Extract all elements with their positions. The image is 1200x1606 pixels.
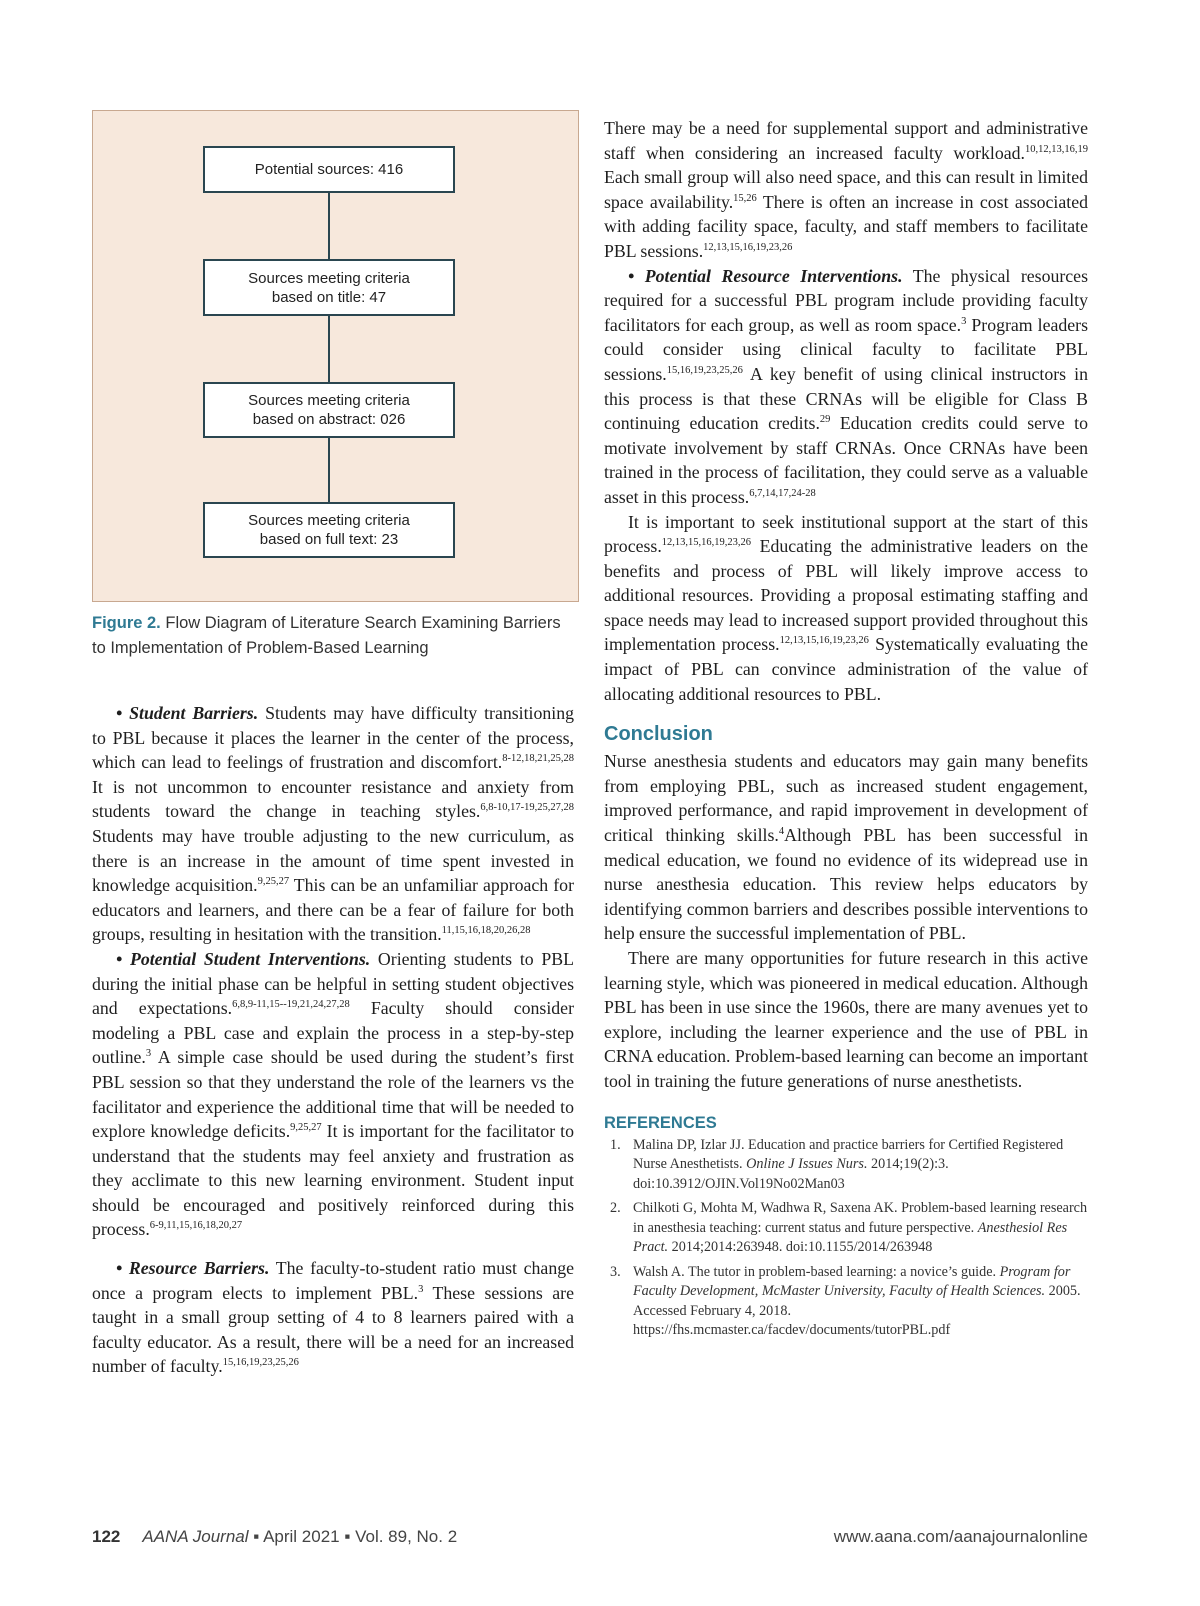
flow-diagram [92,110,579,602]
text-run: A simple case should be used during the student’s first PBL session so that they understand the role of the learners vs the facilitator and experience the additional time that will be needed to explore knowledge deficits. [92,1047,574,1142]
page-number: 122 [92,1527,121,1546]
paragraph-student-interventions [92,947,574,1242]
citation: 3 [418,1283,424,1295]
citation: 6-9,11,15,16,18,20,27 [149,1220,243,1232]
text-run: It is important for the facilitator to understand that the students may feel anxiety and frustration as they acclimate to this new learning environment. Student input should be encouraged and positively reinforced during this process. [92,1121,575,1240]
text-run: Walsh A. The tutor in problem-based learning: a novice’s guide. [633,1263,1000,1280]
flow-box-text: Potential sources: 416 [254,161,404,178]
footer-left [92,1527,457,1547]
left-column [92,701,574,1379]
flow-box-text: based on abstract: 026 [252,411,406,428]
citation: 15,16,19,23,25,26 [666,364,743,376]
flow-connector [328,438,330,502]
text-run: The faculty-to-student ratio must change once a program elects to implement PBL. [92,1258,574,1303]
flow-box-text: based on title: 47 [271,288,387,306]
subheading-student-barriers: • Student Barriers. [116,703,259,723]
paragraph-resource-barriers [92,1256,574,1379]
text-run: Although PBL has been successful in medical education, we found no evidence of its widepread use in nurse anesthesia education. This review helps educators by identifying common barriers and describes possible interventions to help ensure the successful implementation of PBL. [604,825,1088,944]
citation: 3 [145,1048,152,1060]
text-run: 2014;2014:263948. doi:10.1155/2014/263948 [668,1239,933,1256]
conclusion-heading: Conclusion [604,723,713,746]
figure-caption [92,611,562,661]
citation: 15,26 [733,192,757,204]
citation: 12,13,15,16,19,23,26 [779,635,869,647]
reference-list [604,1136,1088,1341]
reference-number: 3. [610,1263,621,1280]
reference-number: 1. [610,1136,621,1153]
text-run: It is not uncommon to encounter resistance and anxiety from students toward the change in teaching styles. [92,776,574,822]
flow-box-text: Sources meeting criteria [248,512,410,529]
text-run: Malina DP, Izlar JJ. Education and practice barriers for Certified Registered Nurse Anesthetists. [633,1136,1064,1173]
flow-box-text: Sources meeting criteria [248,269,410,287]
citation: 8-12,18,21,25,28 [502,753,574,765]
flow-box-abstract [203,382,455,438]
citation: 11,15,16,18,20,26,28 [441,925,531,937]
flow-box-text: Sources meeting criteria [248,392,410,409]
flow-box-potential-sources [203,146,455,193]
text-run: Education credits could serve to motivate involvement by staff CRNAs. Once CRNAs have been trained in the process of facilitation, they could serve as a valuable asset in this process. [604,413,1088,507]
text-run: Students may have trouble adjusting to the new curriculum, as there is an increase in the amount of time spent invested in knowledge acquisition. [92,825,574,896]
flow-box-full-text [203,502,455,558]
reference-journal: Anesthesiol Res Pract. [633,1219,1068,1256]
text-run: 2014;19(2):3. doi:10.3912/OJIN.Vol19No02Man03 [633,1156,949,1192]
text-run: A key benefit of using clinical instructors in this process is that these CRNAs will be eligible for Class B continuing education credits. [604,363,1088,434]
text-run: Chilkoti G, Mohta M, Wadhwa R, Saxena AK. Problem-based learning research in anesthesia teaching: current status and future perspective. [633,1200,1088,1236]
text-run: Students may have difficulty transitioning to PBL because it places the learner in the center of the process, which can lead to feelings of frustration and discomfort. [92,703,574,773]
text-run: Faculty should consider modeling a PBL case and explain the process in a step-by-step outline. [92,998,574,1068]
paragraph-resource-interventions [604,264,1088,510]
text-run: There is often an increase in cost associated with adding facility space, faculty, and staff members to facilitate PBL sessions. [604,191,1088,261]
paragraph-admin-support [604,116,1088,264]
citation: 12,13,15,16,19,23,26 [703,241,793,253]
right-column [604,116,1088,1346]
text-run: Orienting students to PBL during the initial phase can be helpful in setting student objectives and expectations. [92,948,574,1019]
subheading-resource-interventions: • Potential Resource Interventions. [628,265,903,286]
figure-label: Figure 2. [92,614,161,632]
subheading-student-interventions: • Potential Student Interventions. [116,948,371,969]
text-run: Nurse anesthesia students and educators may gain many benefits from employing PBL, such as increased student engagement, improved performance, and rapid improvement in development of critical thinking skills. [604,751,1088,846]
text-run: Each small group will also need space, and this can result in limited space availability. [604,167,1088,212]
paragraph-future-research: There are many opportunities for future research in this active learning style, which was pioneered in medical education. Although PBL has been in use since the 1960s, there are many avenues yet to explore, including the learner experience and the use of PBL in CRNA education. Problem-based learning can become an important tool in training the future generations of nurse anesthetists. [604,948,1088,1091]
citation: 9,25,27 [290,1122,322,1134]
page-footer [92,1527,1088,1555]
citation: 29 [819,414,831,426]
paragraph-institutional-support [604,510,1088,707]
issue-info: ▪ April 2021 ▪ Vol. 89, No. 2 [248,1527,458,1546]
reference-number: 2. [610,1200,621,1217]
reference-journal: Online J Issues Nurs. [746,1156,868,1173]
citation: 6,7,14,17,24-28 [749,487,816,499]
citation: 6,8,9-11,15--19,21,24,27,28 [232,999,350,1011]
text-run: This can be an unfamiliar approach for educators and learners, and there can be a fear of failure for both groups, resulting in hesitation with the transition. [92,875,574,945]
journal-url: www.aana.com/aanajournalonline [833,1527,1088,1546]
citation: 12,13,15,16,19,23,26 [661,537,752,549]
paragraph-conclusion [604,749,1088,946]
references-heading: REFERENCES [604,1113,717,1132]
citation: 4 [778,826,785,838]
citation: 9,25,27 [257,876,290,888]
citation: 6,8-10,17-19,25,27,28 [480,802,574,814]
flow-box-title [203,259,455,316]
text-run: 2005. Accessed February 4, 2018. https://fhs.mcmaster.ca/facdev/documents/tutorPBL.pdf [633,1283,1081,1339]
reference-item [604,1263,1088,1341]
reference-item [604,1199,1088,1258]
reference-item [604,1136,1088,1195]
flow-connector [328,316,330,382]
journal-name: AANA Journal [142,1527,249,1546]
figure-caption-text: Flow Diagram of Literature Search Examining Barriers to Implementation of Problem-Based Learning [92,614,561,657]
text-run: The physical resources required for a successful PBL program include providing faculty facilitators for each group, as well as room space. [604,265,1088,335]
flow-connector [328,193,330,259]
citation: 10,12,13,16,19 [1025,143,1088,155]
text-run: Program leaders could consider using clinical faculty to facilitate PBL sessions. [604,314,1088,384]
paragraph-student-barriers [92,701,574,947]
text-run: It is important to seek institutional support at the start of this process. [604,511,1088,557]
text-run: These sessions are taught in a small group setting of 4 to 8 learners paired with a faculty educator. As a result, there will be a need for an increased number of faculty. [92,1282,574,1377]
citation: 15,16,19,23,25,26 [222,1357,299,1369]
flow-box-text: based on full text: 23 [259,531,399,548]
citation: 3 [961,315,967,327]
text-run: There may be a need for supplemental support and administrative staff when considering an increased faculty workload. [604,118,1088,163]
text-run: Systematically evaluating the impact of PBL can convince administration of the value of allocating additional resources to PBL. [604,634,1089,704]
subheading-resource-barriers: • Resource Barriers. [116,1258,270,1279]
reference-journal: Program for Faculty Development, McMaster University, Faculty of Health Sciences. [633,1263,1071,1300]
text-run: Educating the administrative leaders on the benefits and process of PBL will likely improve access to additional resources. Providing a proposal estimating staffing and space needs may lead to increased support provided throughout this implementation process. [604,536,1088,655]
